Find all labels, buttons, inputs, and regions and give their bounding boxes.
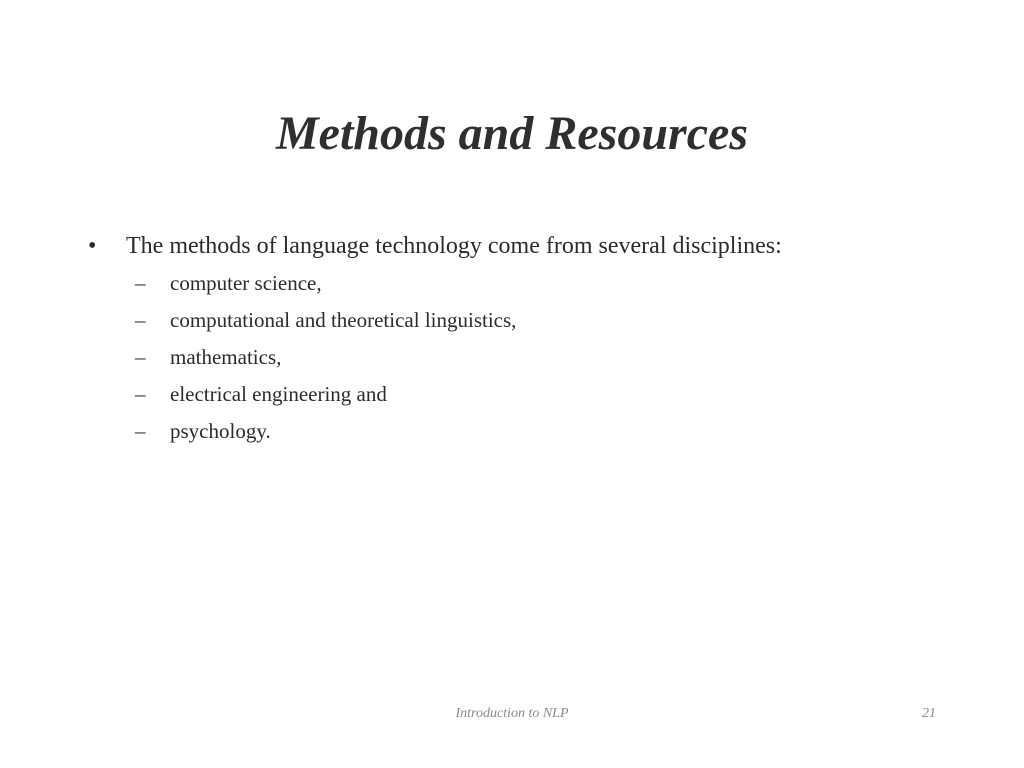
sub-bullet-item — [135, 305, 516, 342]
sub-bullet-item — [135, 416, 516, 453]
sub-bullet-text: computer science, — [170, 271, 322, 295]
bullet-marker: • — [88, 233, 97, 259]
sub-bullet-item — [135, 379, 516, 416]
bullet-text: The methods of language technology come from several disciplines: — [126, 233, 782, 259]
sub-bullet-marker: – — [135, 271, 146, 295]
sub-bullet-text: psychology. — [170, 419, 271, 443]
page-number: 21 — [922, 706, 936, 721]
slide-title: Methods and Resources — [275, 107, 749, 160]
bullet-point — [88, 229, 782, 263]
sub-bullet-marker: – — [135, 419, 146, 443]
sub-bullet-item — [135, 342, 516, 379]
sub-bullet-item — [135, 268, 516, 305]
sub-bullet-marker: – — [135, 382, 146, 406]
sub-bullet-text: computational and theoretical linguistics, — [170, 308, 517, 332]
sub-bullet-list — [135, 268, 516, 453]
sub-bullet-text: electrical engineering and — [170, 382, 387, 406]
sub-bullet-marker: – — [135, 345, 146, 369]
sub-bullet-marker: – — [135, 308, 146, 332]
footer-title: Introduction to NLP — [455, 706, 569, 721]
sub-bullet-text: mathematics, — [170, 345, 282, 369]
